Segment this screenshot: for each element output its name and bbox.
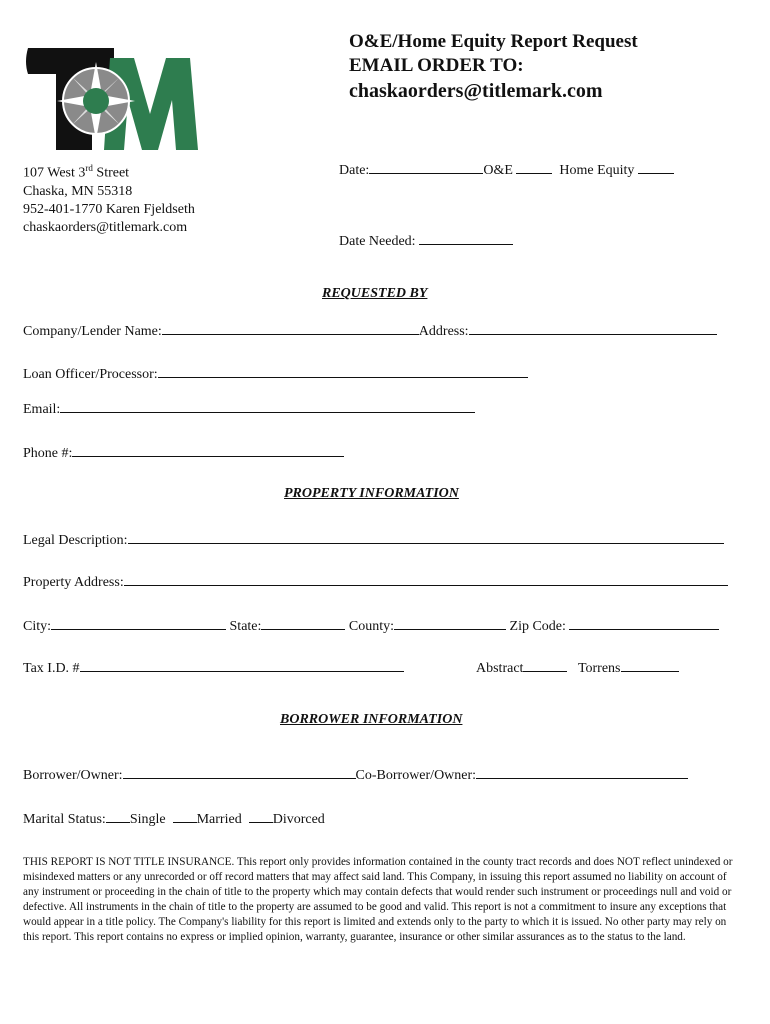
divorced-label: Divorced [272,812,325,827]
email-row [23,399,475,418]
date-field[interactable] [369,160,483,174]
office-street-name: Street [92,165,130,181]
marital-status-row [23,809,325,828]
office-street-number: 107 West 3 [23,165,86,181]
order-email[interactable]: chaskaorders@titlemark.com [349,80,603,102]
city-label: City: [23,619,52,634]
tax-id-row [23,658,404,677]
phone-field[interactable] [72,443,344,457]
zip-label: Zip Code: [509,619,566,634]
county-label: County: [348,619,395,634]
office-address [23,159,195,237]
phone-label: Phone #: [23,446,73,461]
company-label: Company/Lender Name: [23,324,162,339]
property-heading: PROPERTY INFORMATION [284,486,459,501]
city-state-row [23,616,719,635]
loan-officer-label: Loan Officer/Processor: [23,367,158,382]
date-needed-row [339,231,513,250]
date-row [339,160,674,179]
torrens-field[interactable] [621,658,679,672]
requested-by-heading: REQUESTED BY [322,286,428,301]
property-address-row [23,572,728,591]
city-field[interactable] [51,616,226,630]
date-label: Date: [339,163,370,178]
married-field[interactable] [173,809,197,823]
legal-description-label: Legal Description: [23,533,128,548]
office-city: Chaska, MN 55318 [23,183,133,199]
office-email[interactable]: chaskaorders@titlemark.com [23,219,188,235]
single-field[interactable] [106,809,130,823]
office-phone: 952-401-1770 Karen Fjeldseth [23,201,195,217]
date-needed-label: Date Needed: [339,234,416,249]
oe-field[interactable] [516,160,552,174]
property-address-field[interactable] [124,572,728,586]
oe-label: O&E [483,163,513,178]
abstract-field[interactable] [523,658,567,672]
coborrower-label: Co-Borrower/Owner: [355,768,477,783]
marital-status-label: Marital Status: [23,812,106,827]
single-label: Single [129,812,166,827]
titlemark-logo [22,44,200,152]
torrens-label: Torrens [577,661,621,676]
phone-row [23,443,344,462]
abstract-label: Abstract [476,661,524,676]
address-label: Address: [418,324,469,339]
home-equity-field[interactable] [638,160,674,174]
email-label: Email: [23,402,61,417]
email-order-label: EMAIL ORDER TO: [349,55,524,76]
borrower-label: Borrower/Owner: [23,768,123,783]
state-label: State: [229,619,262,634]
coborrower-field[interactable] [476,765,688,779]
zip-field[interactable] [569,616,719,630]
legal-description-row [23,530,724,549]
property-address-label: Property Address: [23,575,124,590]
office-street-suffix: rd [85,163,93,173]
county-field[interactable] [394,616,506,630]
tax-id-field[interactable] [80,658,404,672]
divorced-field[interactable] [249,809,273,823]
borrower-heading: BORROWER INFORMATION [280,712,463,727]
address-field[interactable] [469,321,717,335]
titlemark-logo-icon [22,44,200,152]
home-equity-label: Home Equity [559,163,635,178]
form-title: O&E/Home Equity Report Request [349,31,638,52]
borrower-row [23,765,688,784]
married-label: Married [196,812,242,827]
state-field[interactable] [261,616,345,630]
abstract-torrens-row [476,658,679,677]
date-needed-field[interactable] [419,231,513,245]
disclaimer-text: THIS REPORT IS NOT TITLE INSURANCE. This report only provides information contained in the county tract records and does NOT reflect unindexed or misindexed matters or any unrecorded or off record matters that may affect said land. This Company, in issuing this report assumed no liability on account of any instrument or proceeding in the chain of title to the property which may contain defects that would render such instrument or proceedings null and void or defective. All instruments in the chain of title to the property are assumed to be good and valid. This report is not a commitment to insure any exceptions that would appear in a title policy. The Company's liability for this report is limited and extends only to the party to which it is issued. No other party may rely on this report. This report contains no express or implied opinion, warranty, guarantee, insurance or other similar assurances as to the status to the land. [23,856,733,943]
company-field[interactable] [162,321,419,335]
company-address-row [23,321,717,340]
loan-officer-field[interactable] [158,364,528,378]
email-field[interactable] [60,399,475,413]
loan-officer-row [23,364,528,383]
legal-description-field[interactable] [128,530,724,544]
tax-id-label: Tax I.D. # [23,661,80,676]
office-street [23,159,195,183]
borrower-field[interactable] [123,765,356,779]
